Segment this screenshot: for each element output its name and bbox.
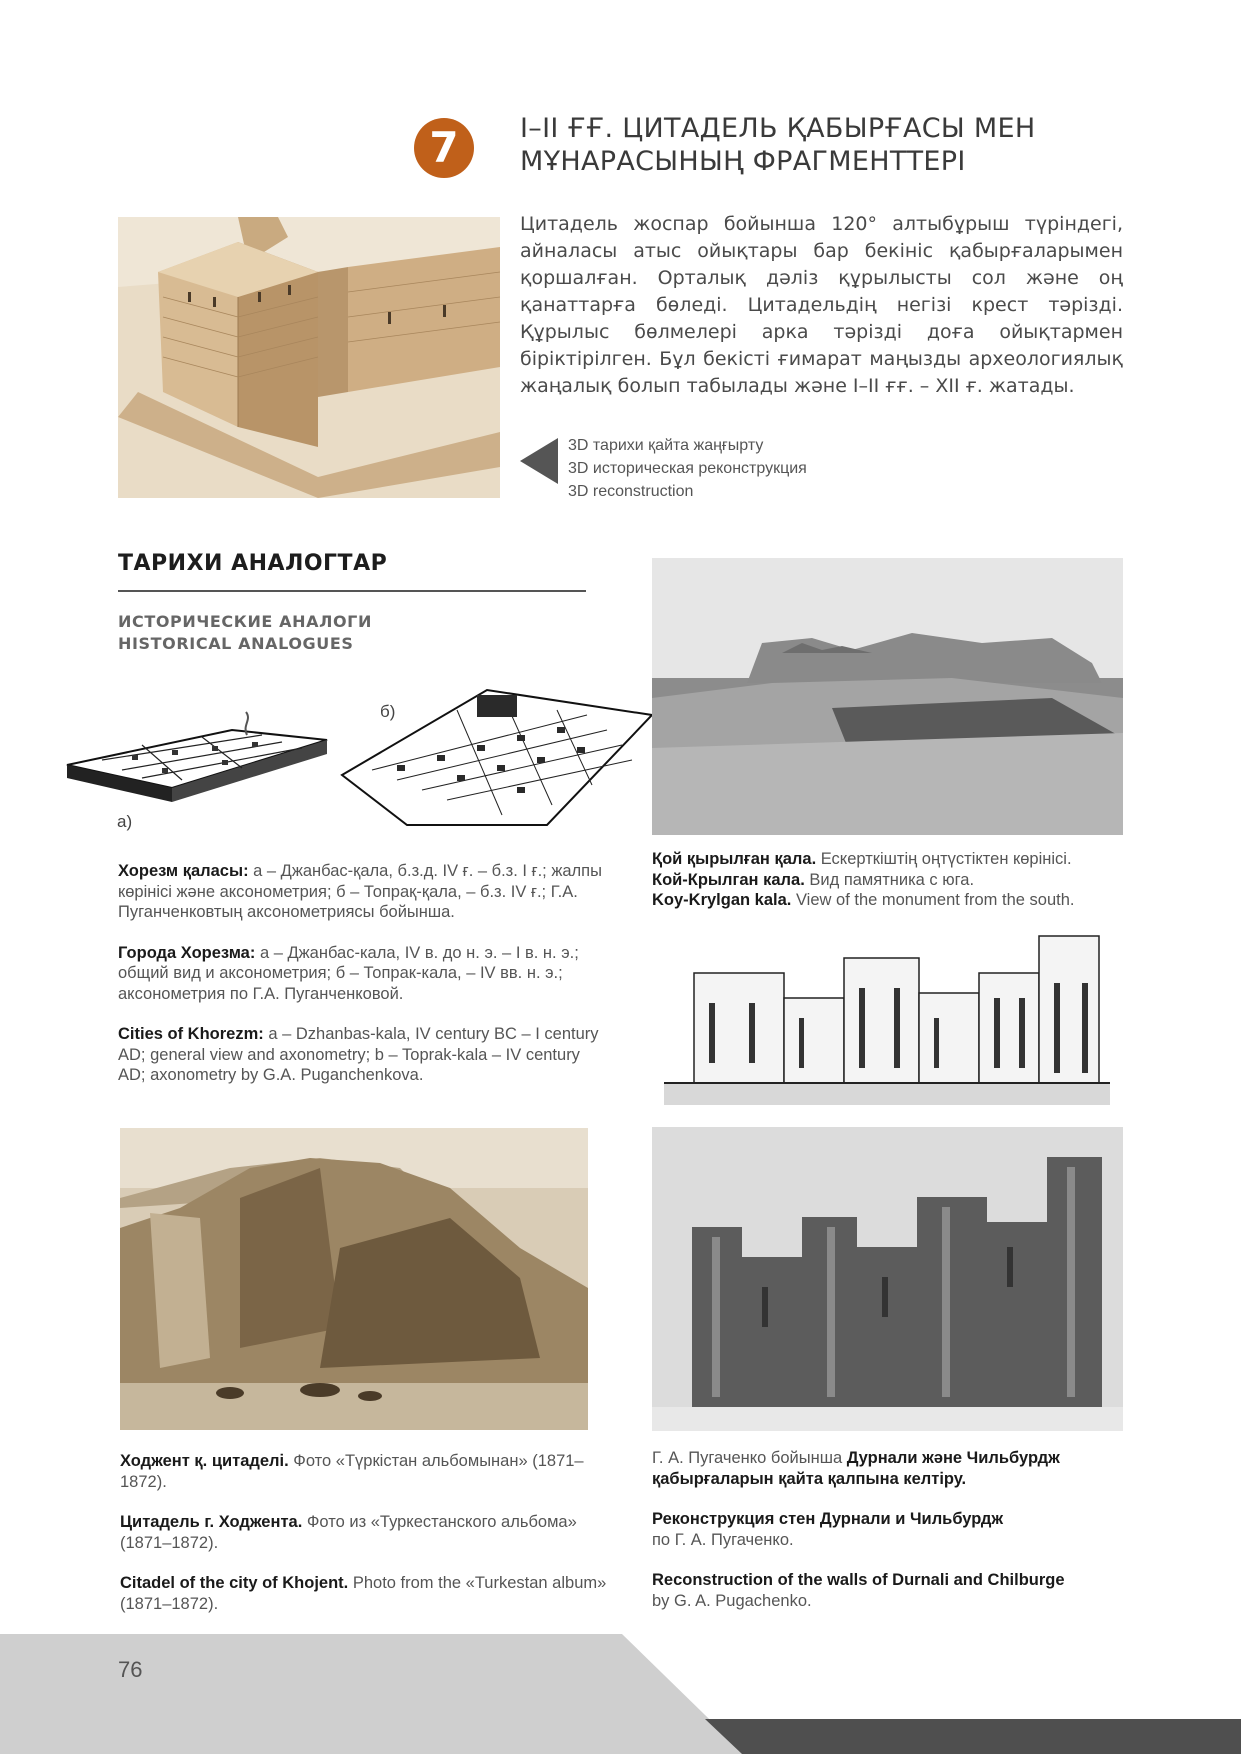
dzhanbas-kala-drawing [62,710,332,810]
koy-kz-bold: Қой қырылған қала. [652,850,817,868]
khojent-kz-bold: Ходжент қ. цитаделі. [120,1452,289,1470]
section-title: ТАРИХИ АНАЛОГТАР [118,551,388,576]
section-divider [118,590,586,592]
khorezm-en-text: a – Dzhanbas-kala, IV century BC – I century AD; general view and axonometry; b – Toprak-kala – IV century AD; axonometry by G.A. Puganchenkova. [118,1025,599,1084]
koy-ru-bold: Кой-Крылган кала. [652,870,805,889]
durnali-kz-bold: Дурнали және Чильбурдж қабырғаларын қайта қалпына келтіру. [652,1449,1060,1488]
khorezm-caption [118,861,608,1106]
koy-kz-text: Ескерткіштің оңтүстіктен көрінісі. [816,850,1072,868]
khojent-en-text: Photo from the «Turkestan album» (1871–1872). [120,1574,607,1613]
koy-krylgan-caption [652,849,1152,911]
durnali-caption [652,1448,1152,1631]
khojent-ru-text: Фото из «Туркестанского альбома» (1871–1872). [120,1513,577,1552]
khojent-citadel-photo [120,1128,588,1430]
reconstruction-ru: 3D историческая реконструкция [568,460,807,477]
koy-krylgan-photo [652,558,1123,835]
koy-ru-text: Вид памятника с юга. [804,870,975,889]
citadel-3d-render-image [118,217,500,498]
intro-paragraph: Цитадель жоспар бойынша 120° алтыбұрыш түріндегі, айналасы атыс ойықтары бар бекініс қабырғаларымен қоршалған. Орталық дәліз құрылысты сол және оң қанаттарға бөледі. Цитадельдің негізі крест тәрізді. Құрылыс бөлмелері арка тәрізді доға ойықтармен біріктірілген. Бұл бекісті ғимарат маңызды археологиялық жаңалық болып табылады және I–II ғғ. – XII ғ. жатады. [520,213,1123,397]
khorezm-kz-text: а – Джанбас-қала, б.з.д. IV ғ. – б.з. I ғ.; жалпы көрінісі және аксонометрия; б – Топрақ-қала, – б.з. IV ғ.; Г.А. Пуганченковтың аксонометриясы бойынша. [118,862,602,921]
toprak-kala-drawing [337,675,655,835]
drawing-label-a: а) [117,812,133,831]
koy-en-text: View of the monument from the south. [791,891,1075,909]
section-subtitle-ru: ИСТОРИЧЕСКИЕ АНАЛОГИ [118,612,372,631]
durnali-chilburge-reconstruction-drawing [652,1127,1123,1431]
khojent-en-bold: Citadel of the city of Khojent. [120,1574,349,1592]
page-number: 76 [118,1657,143,1682]
section-number-badge: 7 [414,118,474,178]
durnali-kz-text: Г. А. Пугаченко бойынша [652,1449,847,1467]
wall-elevation-drawing [664,928,1110,1105]
durnali-en-text: by G. A. Pugachenko. [652,1591,812,1610]
drawing-label-b: б) [380,702,396,721]
khojent-ru-bold: Цитадель г. Ходжента. [120,1513,303,1531]
khorezm-kz-bold: Хорезм қаласы: [118,862,249,880]
section-subtitle-en: HISTORICAL ANALOGUES [118,634,354,653]
durnali-en-bold: Reconstruction of the walls of Durnali and Chilburge [652,1571,1065,1589]
reconstruction-en: 3D reconstruction [568,483,694,500]
khojent-kz-text: Фото «Түркістан альбомынан» (1871–1872). [120,1452,584,1491]
triangle-pointer-icon [520,438,558,484]
reconstruction-kz: 3D тарихи қайта жаңғырту [568,437,764,454]
footer-band [0,1634,1241,1754]
reconstruction-caption [568,434,807,503]
durnali-ru-bold: Реконструкция стен Дурнали и Чильбурдж [652,1510,1004,1528]
khorezm-ru-text: а – Джанбас-кала, IV в. до н. э. – I в. н. э.; общий вид и аксонометрия; б – Топрак-кала, – IV вв. н. э.; аксонометрия по Г.А. Пуганченковой. [118,943,579,1003]
khorezm-ru-bold: Города Хорезма: [118,943,256,962]
durnali-ru-text: по Г. А. Пугаченко. [652,1530,794,1549]
title-line-1: I–II ҒҒ. ЦИТАДЕЛЬ ҚАБЫРҒАСЫ МЕН [520,113,1036,144]
khojent-caption [120,1451,620,1634]
section-subtitle [118,611,372,655]
title-line-2: МҰНАРАСЫНЫҢ ФРАГМЕНТТЕРІ [520,146,966,177]
koy-en-bold: Koy-Krylgan kala. [652,891,792,909]
khorezm-en-bold: Cities of Khorezm: [118,1025,264,1043]
page-title [520,112,1140,178]
